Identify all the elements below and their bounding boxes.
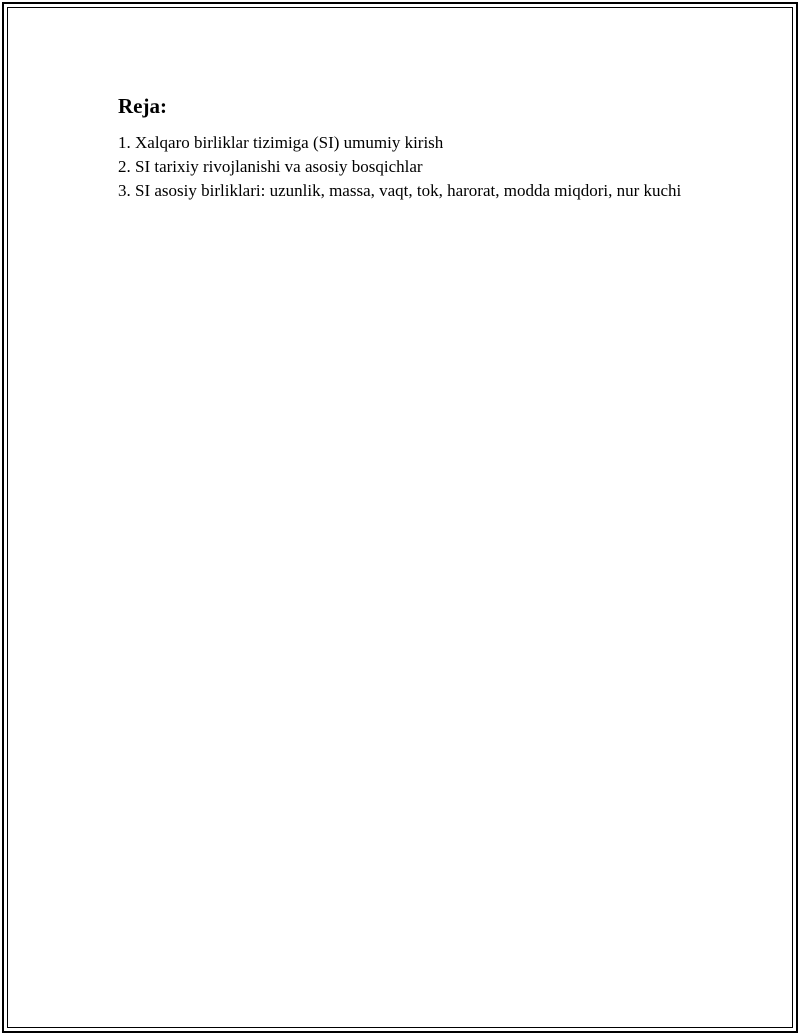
plan-item-2: 2. SI tarixiy rivojlanishi va asosiy bosqichlar bbox=[118, 157, 423, 176]
plan-heading: Reja: bbox=[118, 94, 167, 118]
document-body bbox=[118, 92, 698, 203]
plan-item-3: 3. SI asosiy birliklari: uzunlik, massa, vaqt, tok, harorat, modda miqdori, nur kuchi bbox=[118, 181, 682, 200]
plan-item-1: 1. Xalqaro birliklar tizimiga (SI) umumiy kirish bbox=[118, 133, 444, 152]
plan-list bbox=[118, 131, 698, 203]
